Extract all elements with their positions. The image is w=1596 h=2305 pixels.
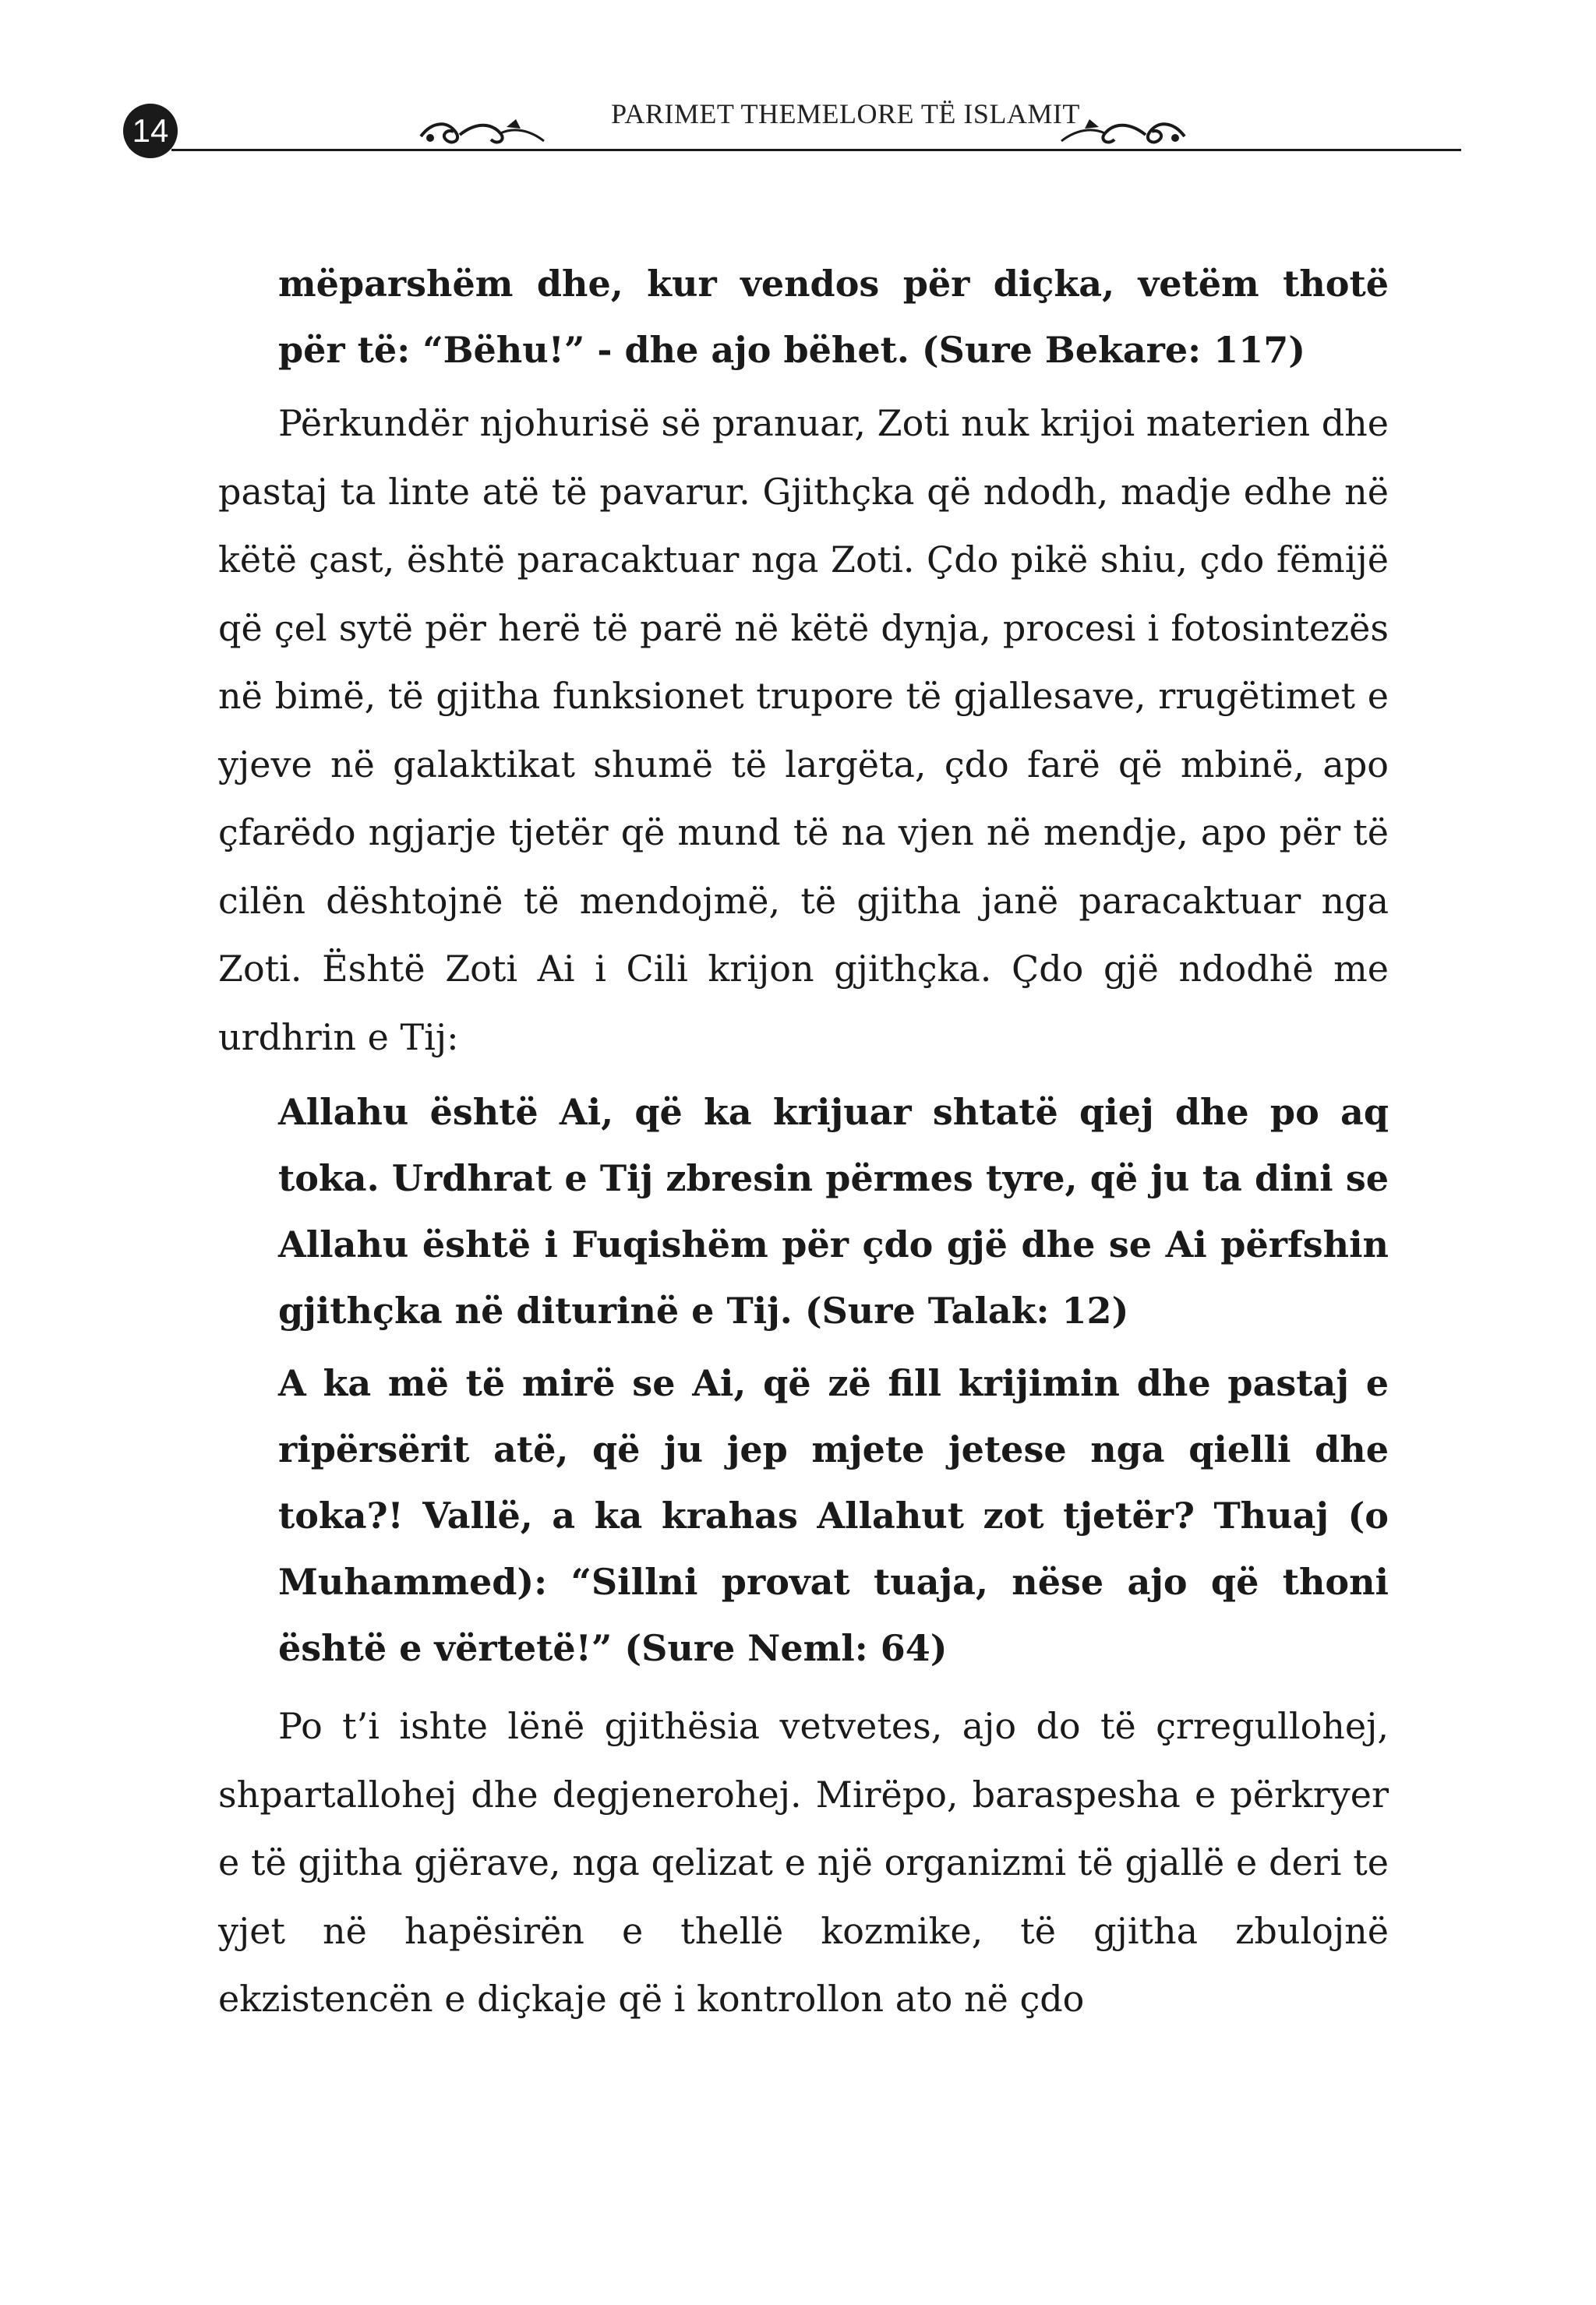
body-paragraph: Po t’i ishte lënë gjithësia vetvetes, ajo do të çrregullohej, shpartallohej dhe degjenerohej. Mirëpo, baraspesha e përkryer e të gjitha gjërave, nga qelizat e një organizmi të gjallë e deri te yjet në hapësirën e thellë kozmike, të gjitha zbulojnë ekzistencën e diçkaje që i kontrollon ato në çdo [218, 1705, 1389, 2020]
verse-quote-neml: A ka më të mirë se Ai, që zë fill krijimin dhe pastaj e ripërsërit atë, që ju jep mjete jetese nga qielli dhe toka?! Vallë, a ka krahas Allahut zot tjetër? Thuaj (o Muhammed): “Sillni provat tuaja, nëse ajo që thoni është e vërtetë!” (Sure Neml: 64) [278, 1362, 1389, 1669]
page-number: 14 [123, 104, 178, 158]
verse-quote-continued: mëparshëm dhe, kur vendos për diçka, vetëm thotë për të: “Bëhu!” - dhe ajo bëhet. (Sure Bekare: 117) [278, 263, 1389, 371]
body-paragraph: Përkundër njohurisë së pranuar, Zoti nuk krijoi materien dhe pastaj ta linte atë të pavarur. Gjithçka që ndodh, madje edhe në këtë çast, është paracaktuar nga Zoti. Çdo pikë shiu, çdo fëmijë që çel sytë për herë të parë në këtë dynja, procesi i fotosintezës në bimë, të gjitha funksionet trupore të gjallesave, rrugëtimet e yjeve në galaktikat shumë të largëta, çdo farë që mbinë, apo çfarëdo ngjarje tjetër që mund të na vjen në mendje, apo për të cilën dështojnë të mendojmë, të gjitha janë paracaktuar nga Zoti. Është Zoti Ai i Cili krijon gjithçka. Çdo gjë ndodhë me urdhrin e Tij: [218, 402, 1389, 1058]
page-header [117, 90, 1461, 160]
page-content [218, 251, 1389, 2034]
left-ornament-icon [413, 113, 549, 152]
verse-quote-talak: Allahu është Ai, që ka krijuar shtatë qiej dhe po aq toka. Urdhrat e Tij zbresin përmes tyre, që ju ta dini se Allahu është i Fuqishëm për çdo gjë dhe se Ai përfshin gjithçka në diturinë e Tij. (Sure Talak: 12) [278, 1091, 1389, 1332]
right-ornament-icon [1056, 113, 1192, 152]
running-title: PARIMET THEMELORE TË ISLAMIT [611, 98, 1080, 129]
header-rule [171, 149, 1461, 151]
